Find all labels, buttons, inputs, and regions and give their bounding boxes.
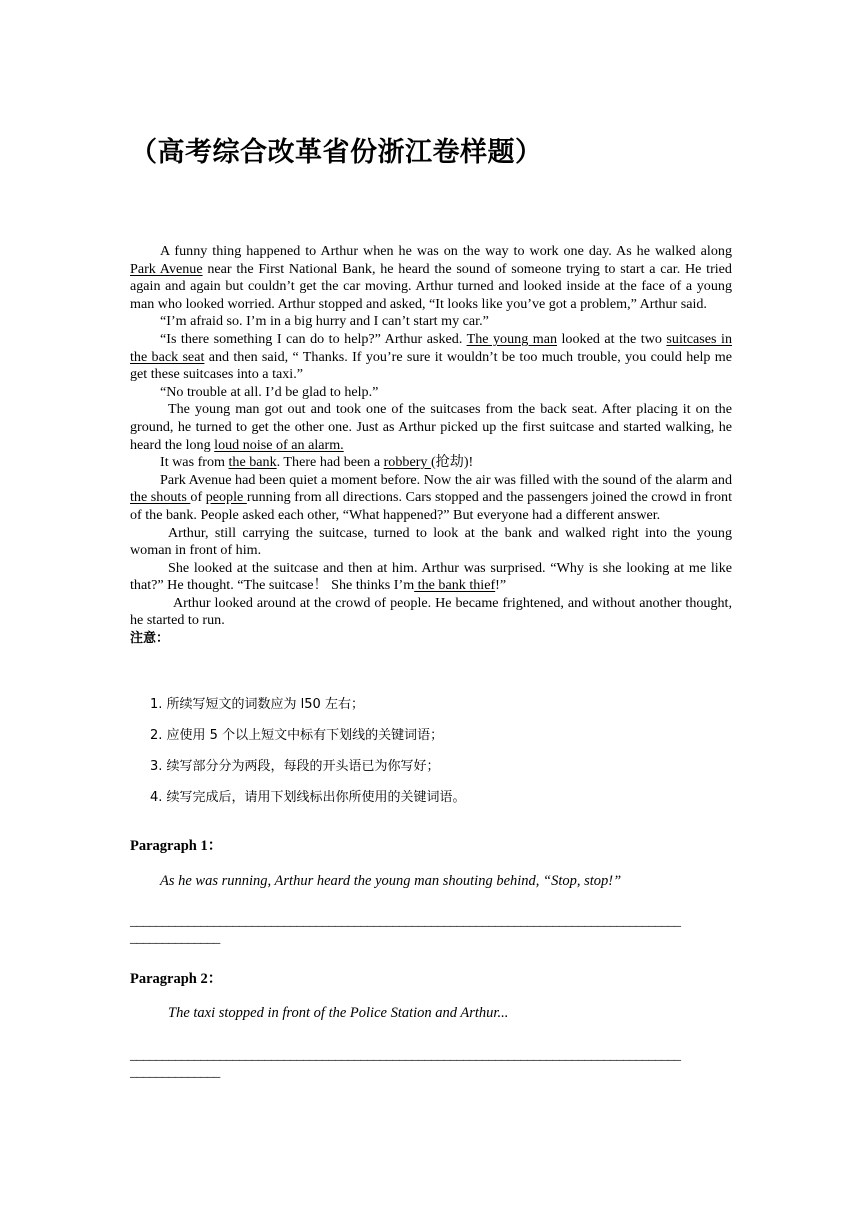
text-segment: near the First National Bank, he heard the sound of someone trying to start a car. He tried again and again but couldn’t get the car moving. Arthur turned and looked inside at the face of a young man who looked worried. Arthur stopped and asked, “It looks like you’ve got a problem,” Arthur said. bbox=[130, 260, 732, 312]
text-segment: looked at the two bbox=[557, 330, 667, 347]
notes-item: 3. 续写部分分为两段，每段的开头语已为你写好； bbox=[150, 759, 440, 774]
keyword-underlined: g Park Avenue bbox=[130, 243, 732, 277]
keyword-underlined: the bank bbox=[228, 454, 277, 471]
passage-paragraph-7 bbox=[130, 472, 732, 525]
keyword-underlined: loud noise of an alarm. bbox=[214, 436, 344, 453]
answer-blank-line[interactable]: ______________ bbox=[130, 1065, 220, 1080]
notes-item: 2. 应使用 5 个以上短文中标有下划线的关键词语； bbox=[150, 728, 444, 743]
answer-blank-line[interactable]: ______________________________________________________________________________________ bbox=[130, 914, 681, 929]
passage-paragraph-10: Arthur looked around at the crowd of people. He became frightened, and without another thought, he started to run. bbox=[130, 594, 732, 629]
keyword-underlined: people bbox=[205, 489, 247, 506]
passage-paragraph-1 bbox=[130, 243, 732, 313]
notes-item: 4. 续写完成后，请用下划线标出你所使用的关键词语。 bbox=[150, 790, 466, 805]
text-segment: of bbox=[190, 489, 206, 506]
keyword-underlined: robbery bbox=[383, 454, 431, 471]
passage-paragraph-9 bbox=[130, 560, 732, 595]
page-title: （高考综合改革省份浙江卷样题） bbox=[130, 137, 543, 168]
passage-paragraph-8: Arthur, still carrying the suitcase, turned to look at the bank and walked right into the young woman in front of him. bbox=[130, 524, 732, 559]
text-segment: Park Avenue had been quiet a moment before. Now the air was filled with the sound of the alarm and bbox=[160, 471, 732, 488]
text-segment: She looked at the suitcase and then at him. Arthur was surprised. “Why is she looking at me like that?” He thought. “The suitcase！ She thinks I’m bbox=[130, 559, 732, 594]
keyword-underlined: The young man bbox=[466, 330, 558, 347]
notes-heading: 注意： bbox=[130, 631, 170, 647]
passage-paragraph-5 bbox=[130, 401, 732, 454]
keyword-underlined: the shouts bbox=[130, 489, 191, 506]
text-segment: running from all directions. Cars stopped and the passengers joined the crowd in front of the bank. People asked each other, “What happened?” But everyone had a different answer. bbox=[130, 489, 732, 523]
keyword-underlined: suitcases in the back seat bbox=[130, 330, 732, 365]
paragraph-1-heading: Paragraph 1： bbox=[130, 838, 223, 854]
paragraph-1-opening: As he was running, Arthur heard the young man shouting behind, “Stop, stop!” bbox=[160, 873, 622, 889]
passage-paragraph-2: “I’m afraid so. I’m in a big hurry and I can’t start my car.” bbox=[160, 313, 489, 330]
passage-paragraph-6 bbox=[130, 454, 732, 472]
text-segment: !” bbox=[495, 577, 507, 594]
text-segment: It was from bbox=[160, 454, 229, 471]
notes-item: 1. 所续写短文的词数应为 l50 左右； bbox=[150, 697, 364, 712]
text-segment: “Is there something I can do to help?” Arthur asked. bbox=[160, 330, 467, 347]
passage-paragraph-3 bbox=[130, 331, 732, 384]
passage bbox=[130, 243, 732, 648]
paragraph-2-heading: Paragraph 2： bbox=[130, 971, 223, 987]
notes-list bbox=[150, 696, 466, 820]
text-segment: and then said, “ Thanks. If you’re sure it wouldn’t be too much trouble, you could help me get these suitcases into a taxi.” bbox=[130, 348, 733, 383]
paragraph-2-opening: The taxi stopped in front of the Police Station and Arthur... bbox=[168, 1005, 509, 1021]
text-segment: (抢劫)! bbox=[430, 454, 474, 471]
answer-blank-line[interactable]: ______________ bbox=[130, 931, 220, 946]
text-segment: A funny thing happened to Arthur when he was on the way to work one day. As he walked alon bbox=[160, 243, 725, 259]
answer-blank-line[interactable]: ______________________________________________________________________________________ bbox=[130, 1048, 681, 1063]
text-segment: The young man got out and took one of the suitcases from the back seat. After placing it on the ground, he turned to get the other one. Just as Arthur picked up the first suitcase and started walking, he heard the long bbox=[130, 401, 732, 453]
keyword-underlined: the bank thief bbox=[414, 577, 496, 594]
passage-paragraph-4: “No trouble at all. I’d be glad to help.” bbox=[160, 383, 379, 400]
text-segment: . There had been a bbox=[276, 454, 384, 471]
